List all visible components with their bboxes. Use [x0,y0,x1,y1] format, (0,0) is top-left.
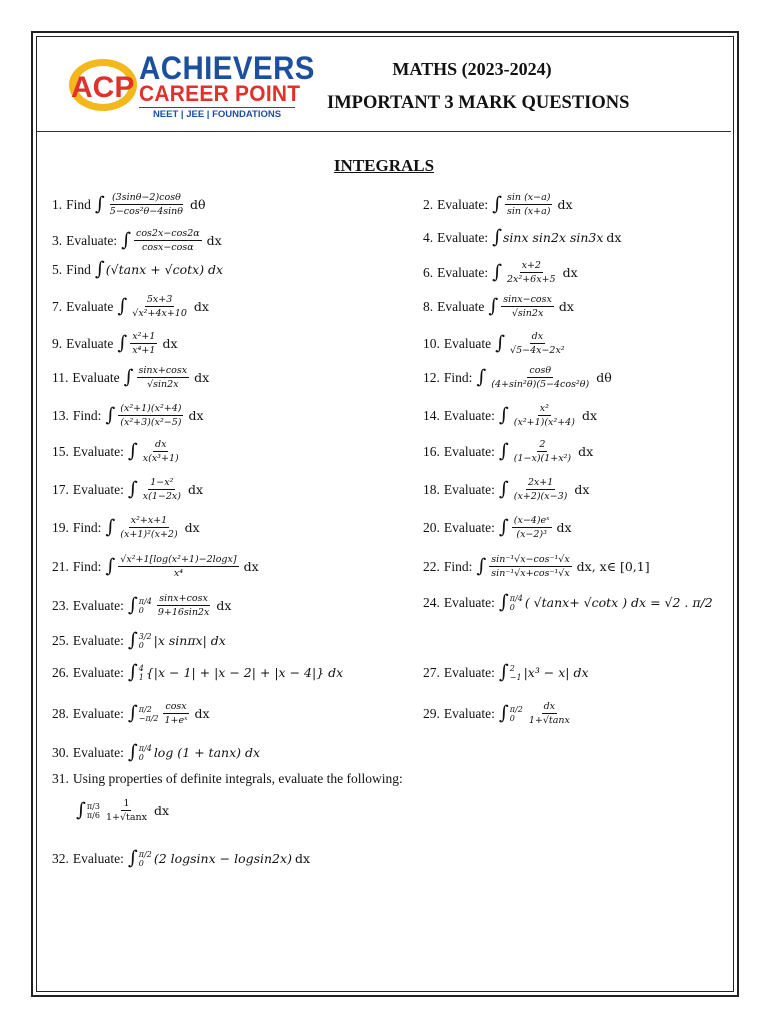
integral-expression: ∫ $\frac{\text{(x−4)eˣ}}{\text{(x−2)³}}$ dx [498,515,572,540]
question-label: Evaluate [66,335,114,351]
differential: dx [294,851,311,866]
integral-expression: ∫ $\frac{5x+3}{\text{√x²+4x+10}}$ dx [117,294,209,319]
question-number: 8. [423,298,434,314]
lower-limit: 0 [138,640,144,650]
question-number: 23. [52,597,69,613]
question-label: Evaluate: [72,443,124,459]
question-number: 9. [52,335,63,351]
question-label: Evaluate: [443,407,495,423]
question-label: Find: [443,369,473,385]
differential: dx [194,370,210,385]
question-25 [52,631,226,650]
brand-logo [65,50,315,120]
integrand-denominator: (x²+1)(x²+4) [513,417,575,428]
question-number: 27. [423,664,440,680]
lower-limit: 0 [509,713,515,723]
integral-expression: ∫ $\frac{\text{x²+x+1}}{\text{(x+1)²(x+2)}}$ dx [105,515,200,540]
upper-limit: π/4 [138,743,152,753]
integrand-numerator: x+2 [521,260,541,271]
question-3 [52,228,222,253]
upper-limit: 3/2 [138,631,152,641]
question-label: Find [66,196,91,212]
integral-expression: ∫ π/2 0 (2 logsinx − logsin2x) dx [127,847,311,869]
question-29 [423,701,574,726]
question-label: Find: [72,558,102,574]
question-label: Evaluate: [437,264,489,280]
integrand-numerator: (x−4)eˣ [513,515,550,526]
differential: dx [558,299,574,314]
integrand-numerator: √x²+1[log(x²+1)−2logx] [120,554,237,565]
question-18 [423,477,589,502]
differential: dx [606,230,622,245]
question-number: 5. [52,261,63,277]
integral-expression: ∫ $\frac{2x+1}{(x+2)(x-3)}$ dx [498,477,590,502]
integrand-denominator: cosx−cosα [142,242,194,253]
integrand-numerator: dx [531,331,544,342]
integral-expression: ∫ π/4 0 ( √tanx+ √cotx ) dx = √2 . π/2 [498,591,713,613]
integral-expression: ∫ $\frac{\sin x+\cos x}{√\sin 2x}$ dx [123,365,210,390]
integral-expression: ∫ $\frac{\text{x²}}{\text{(x²+1)(x²+4)}}$ dx [498,403,597,428]
question-number: 2. [423,196,434,212]
integral-expression: ∫ $\frac{\text{1−x²}}{x(1-2x)}$ dx [127,477,204,502]
logo-mark: ACP [71,71,135,104]
integral-expression: ∫ $\frac{dx}{\text{x(x³+1)}}$ [127,439,179,464]
question-label: Evaluate [66,298,114,314]
question-label: Evaluate: [437,196,489,212]
logo-line-1: ACHIEVERS [139,50,315,86]
question-28 [52,701,210,726]
question-label: Evaluate: [72,597,124,613]
question-number: 18. [423,481,440,497]
integrand-expression: {|x − 1| + |x − 2| + |x − 4|} dx [145,665,344,680]
integrand-expression: (√tanx + √cotx) dx [105,262,224,277]
question-number: 1. [52,196,63,212]
differential: dx [187,482,204,497]
differential: dx [188,408,204,423]
integrand-denominator: x⁴+1 [132,345,156,356]
section-title [0,156,768,176]
question-9 [52,331,178,356]
integral-expression: ∫ (√tanx + √cotx) dx [94,258,224,280]
integral-expression: ∫ $\frac{(3\sin\theta-2)\cos\theta}{\text{5−cos²θ−4sinθ}}$ dθ [94,192,206,217]
question-number: 21. [52,558,69,574]
differential: dx [557,197,573,212]
question-number: 16. [423,443,440,459]
integrand-numerator: dx [543,701,556,712]
question-number: 3. [52,232,63,248]
question-label: Evaluate: [443,705,495,721]
upper-limit: π/2 [138,704,152,714]
question-16 [423,439,593,464]
question-label: Find: [443,558,473,574]
differential: dx [578,444,594,459]
integrand-expression: ( √tanx+ √cotx ) dx = √2 . π/2 [524,595,713,610]
question-number: 7. [52,298,63,314]
integral-expression: ∫ 4 1 {|x − 1| + |x − 2| + |x − 4|} dx [127,661,344,683]
integrand-denominator: √sin2x [147,379,179,390]
integral-expression: ∫ $\frac{\text{√x²+1[log(x²+1)−2logx]}}{\text{x⁴}}$ dx [105,554,259,579]
integrand-numerator: x²+x+1 [130,515,168,526]
question-14 [423,403,597,428]
lower-limit: 0 [509,602,515,612]
differential: dx [206,233,222,248]
integrand-denominator: sin (x+a) [507,206,551,217]
question-number: 6. [423,264,434,280]
question-label: Evaluate [72,369,120,385]
question-7 [52,294,209,319]
upper-limit: π/2 [509,704,523,714]
question-22 [423,554,650,579]
question-27 [423,663,589,682]
question-label: Evaluate: [437,229,489,245]
differential: dx [216,598,232,613]
integral-expression: ∫ π/2 0 $\frac{dx}{1+√\tan x}$ [498,701,570,726]
integrand-numerator: 1−x² [150,477,174,488]
question-17 [52,477,203,502]
question-label: Evaluate: [443,594,495,610]
integrand-numerator: x² [539,403,549,414]
integrand-expression: (2 logsinx − logsin2x) [153,851,292,866]
question-30 [52,743,260,762]
integral-expression: ∫ $\frac{\cos 2x-\cos 2\alpha}{\cos x-\cos\alpha}$ dx [121,228,222,253]
question-number: 30. [52,744,69,760]
integral-expression: ∫ $\frac{\text{(x²+1)(x²+4)}}{\text{(x²+3)(x²−5)}}$ dx [105,403,204,428]
integrand-numerator: sin (x−a) [507,192,551,203]
lower-limit: 1 [138,672,144,682]
integrand-denominator: 1+√tanx [528,715,570,726]
integrand-numerator: sinx+cosx [138,365,188,376]
integrand-numerator: cosx [165,701,187,712]
integrand-expression: |x sinπx| dx [153,633,226,648]
question-label: Evaluate: [72,705,124,721]
question-label: Find [66,261,91,277]
question-5 [52,260,223,279]
acp-logo-icon [65,51,143,115]
integral-expression: ∫ $\frac{\sin (x-a)}{\sin (x+a)}$ dx [492,192,573,217]
integrand-denominator: (x+2)(x−3) [513,491,568,502]
differential: dx [574,482,590,497]
question-1 [52,192,206,217]
integrand-numerator: cos2x−cos2α [136,228,200,239]
integrand-numerator: 2x+1 [527,477,554,488]
integrand-numerator: sinx+cosx [159,593,208,604]
integrand-denominator: x(x³+1) [142,453,179,464]
question-10 [423,331,569,356]
integrand-denominator: (1−x)(1+x²) [513,453,572,464]
question-number: 17. [52,481,69,497]
question-24 [423,593,713,612]
differential: dx [184,520,200,535]
question-21 [52,554,259,579]
differential: dx [153,803,170,818]
differential: dx [562,265,578,280]
differential: dx [243,559,259,574]
integrand-numerator: sinx−cosx [503,294,552,305]
question-4 [423,228,621,247]
differential: dx [556,520,572,535]
lower-limit: −1 [509,672,522,682]
integrand-denominator: (4+sin²θ)(5−4cos²θ) [491,379,590,390]
question-12 [423,365,612,390]
lower-limit: −π/2 [138,713,159,723]
integral-expression: ∫ π/4 0 log (1 + tanx) dx [127,741,261,763]
integrand-denominator: sin⁻¹√x+cos⁻¹√x [491,568,570,579]
integrand-denominator: 2x²+6x+5 [507,274,556,285]
question-label: Evaluate: [443,519,495,535]
question-number: 25. [52,632,69,648]
question-number: 4. [423,229,434,245]
integral-expression: ∫ π/2 −π/2 $\frac{\cos x}{\text{1+eˣ}}$ dx [127,701,210,726]
integrand-denominator: 1+√tanx [105,812,147,823]
lower-limit: 0 [138,858,144,868]
question-label: Evaluate: [72,481,124,497]
question-label: Evaluate: [72,632,124,648]
differential: dx [581,408,597,423]
integrand-denominator: 1+eˣ [164,715,188,726]
question-label: Evaluate: [72,744,124,760]
integral-expression: ∫ $\frac{x+2}{\text{2x²+6x+5}}$ dx [492,260,578,285]
question-label: Evaluate: [443,481,495,497]
integral-expression: ∫ $\frac{\text{sin⁻¹√x−cos⁻¹√x}}{\text{sin⁻¹√x+cos⁻¹√x}}$ dx, x∈ [0,1] [476,554,650,579]
question-number: 31. [52,771,69,786]
question-31-expression: ∫ π/3 π/6 $\frac{1}{1+√\tan x}$ dx [76,798,170,823]
lower-limit: π/6 [86,810,100,820]
integrand-denominator: 5−cos²θ−4sinθ [109,206,183,217]
question-label: Using properties of definite integrals, evaluate the following: [72,771,403,786]
integrand-denominator: (x²+3)(x²−5) [120,417,182,428]
question-label: Evaluate [443,335,492,351]
integral-expression: ∫ $\frac{dx}{\text{√5−4x−2x²}}$ [495,331,565,356]
question-number: 19. [52,519,69,535]
question-label: Evaluate: [72,664,124,680]
question-number: 12. [423,369,440,385]
page-header [37,37,731,132]
integrand-denominator: (x+1)²(x+2) [120,529,178,540]
question-number: 28. [52,705,69,721]
question-8 [423,294,574,319]
question-11 [52,365,209,390]
question-13 [52,403,204,428]
integrand-numerator: (3sinθ−2)cosθ [111,192,181,203]
question-number: 11. [52,369,69,385]
integral-expression: ∫ sinx sin2x sin3x dx [492,226,622,248]
question-number: 26. [52,664,69,680]
differential: dx [162,336,178,351]
question-label: Find: [72,407,102,423]
differential: dx [194,706,210,721]
integral-expression: ∫ π/4 0 $\frac{\sin x+\cos x}{9+16\sin 2x}$ dx [127,593,232,618]
integral-expression: ∫ $\frac{\sin x-\cos x}{√\sin 2x}$ dx [488,294,574,319]
upper-limit: 4 [138,663,144,673]
question-label: Evaluate: [66,232,118,248]
question-23 [52,593,231,618]
differential: dθ [190,197,206,212]
question-number: 10. [423,335,440,351]
integral-expression: ∫ $\frac{\text{x²+1}}{\text{x⁴+1}}$ dx [117,331,178,356]
integrand-denominator: (x−2)³ [516,529,547,540]
question-20 [423,515,572,540]
upper-limit: π/3 [86,801,100,811]
integrand-numerator: dx [155,439,167,450]
integrand-denominator: √sin2x [511,308,544,319]
integrand-numerator: (x²+1)(x²+4) [120,403,182,414]
question-number: 20. [423,519,440,535]
question-number: 15. [52,443,69,459]
question-6 [423,260,578,285]
question-2 [423,192,573,217]
question-label: Evaluate: [443,664,495,680]
question-number: 24. [423,594,440,610]
upper-limit: 2 [509,663,515,673]
integrand-expression: log (1 + tanx) dx [153,745,261,760]
differential: dθ [596,370,612,385]
integrand-expression: sinx sin2x sin3x [503,230,604,245]
question-19 [52,515,200,540]
integrand-denominator: √x²+4x+10 [132,308,187,319]
integral-expression: ∫ $\frac{2}{\text{(1−x)(1+x²)}}$ dx [498,439,594,464]
differential: dx [193,299,209,314]
integrand-numerator: cosθ [529,365,552,376]
upper-limit: π/2 [138,849,152,859]
upper-limit: π/4 [138,596,152,606]
question-15 [52,439,183,464]
integrand-numerator: 5x+3 [146,294,173,305]
integral-expression: ∫ 2 −1 |x³ − x| dx [498,661,589,683]
integral-expression: ∫ 3/2 0 |x sinπx| dx [127,629,226,651]
integrand-denominator: √5−4x−2x² [510,345,565,356]
integrand-numerator: sin⁻¹√x−cos⁻¹√x [491,554,570,565]
integrand-denominator: 9+16sin2x [157,607,210,618]
question-label: Find: [72,519,102,535]
lower-limit: 0 [138,752,144,762]
lower-limit: 0 [138,605,144,615]
integrand-numerator: 1 [123,798,130,809]
integral-expression: ∫ $\frac{\cos\theta}{\text{(4+sin²θ)(5−4cos²θ)}}$ dθ [476,365,612,390]
question-number: 13. [52,407,69,423]
section-title-text: INTEGRALS [333,156,435,175]
question-number: 22. [423,558,440,574]
logo-line-3: NEET | JEE | FOUNDATIONS [139,107,295,120]
integrand-numerator: x²+1 [132,331,156,342]
question-label: Evaluate: [443,443,495,459]
question-32 [52,849,310,868]
question-number: 32. [52,850,69,866]
question-number: 29. [423,705,440,721]
subject-title: MATHS (2023-2024) [392,59,552,79]
differential: dx, x∈ [0,1] [576,559,650,574]
integrand-denominator: x(1−2x) [142,491,181,502]
upper-limit: π/4 [509,593,523,603]
integrand-numerator: 2 [539,439,546,450]
question-label: Evaluate [437,298,485,314]
integrand-expression: |x³ − x| dx [523,665,589,680]
question-number: 14. [423,407,440,423]
question-26 [52,663,343,682]
question-label: Evaluate: [72,850,124,866]
question-type-title: IMPORTANT 3 MARK QUESTIONS [327,93,630,113]
logo-line-2: CAREER POINT [139,81,301,106]
question-31 [52,771,403,787]
integrand-denominator: x⁴ [173,568,184,579]
